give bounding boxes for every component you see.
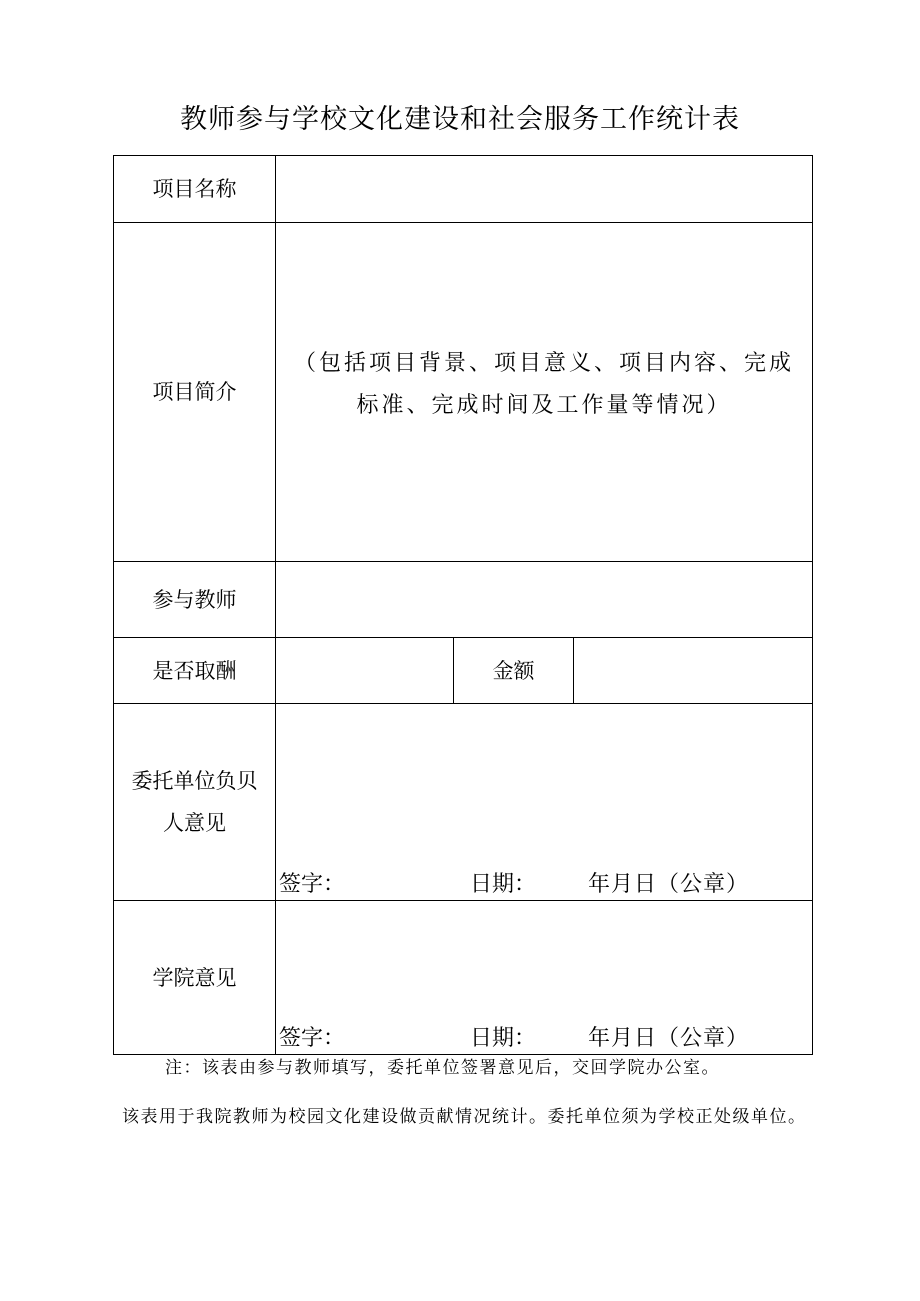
client-date-label: 日期： xyxy=(470,872,537,897)
project-brief-hint-line1: （包括项目背景、项目意义、项目内容、完成 xyxy=(294,351,795,376)
client-opinion-label-line2: 人意见 xyxy=(163,811,226,835)
row-project-brief xyxy=(114,223,813,562)
amount-label: 金额 xyxy=(454,638,574,704)
client-opinion-label-line1: 委托单位负贝 xyxy=(131,769,258,793)
page-title: 教师参与学校文化建设和社会服务工作统计表 xyxy=(180,104,740,135)
college-sign-label: 签字： xyxy=(279,1026,346,1051)
project-brief-field[interactable] xyxy=(276,223,813,562)
client-date-seal: 年月日（公章） xyxy=(588,872,750,897)
teachers-label: 参与教师 xyxy=(114,562,276,638)
project-brief-label: 项目简介 xyxy=(114,223,276,562)
row-college-opinion xyxy=(114,901,813,1055)
paid-label: 是否取酬 xyxy=(114,638,276,704)
project-brief-hint-line2: 标准、完成时间及工作量等情况） xyxy=(356,393,732,418)
client-opinion-field[interactable] xyxy=(276,704,813,901)
row-paid xyxy=(114,638,813,704)
college-opinion-label: 学院意见 xyxy=(114,901,276,1055)
row-client-opinion xyxy=(114,704,813,901)
college-signature-line xyxy=(279,1024,812,1054)
project-name-label: 项目名称 xyxy=(114,156,276,223)
amount-field[interactable] xyxy=(574,638,813,704)
row-project-name xyxy=(114,156,813,223)
project-name-field[interactable] xyxy=(276,156,813,223)
note-fill-instruction: 注：该表由参与教师填写，委托单位签署意见后，交回学院办公室。 xyxy=(165,1058,720,1078)
client-sign-label: 签字： xyxy=(279,872,346,897)
teachers-field[interactable] xyxy=(276,562,813,638)
college-date-label: 日期： xyxy=(470,1026,537,1051)
college-opinion-field[interactable] xyxy=(276,901,813,1055)
paid-field[interactable] xyxy=(276,638,454,704)
college-date-seal: 年月日（公章） xyxy=(588,1026,750,1051)
client-signature-line xyxy=(279,870,812,900)
client-opinion-label xyxy=(114,704,276,901)
row-participating-teachers xyxy=(114,562,813,638)
statistics-form-table xyxy=(113,155,813,1055)
note-usage: 该表用于我院教师为校园文化建设做贡献情况统计。委托单位须为学校正处级单位。 xyxy=(122,1107,807,1127)
